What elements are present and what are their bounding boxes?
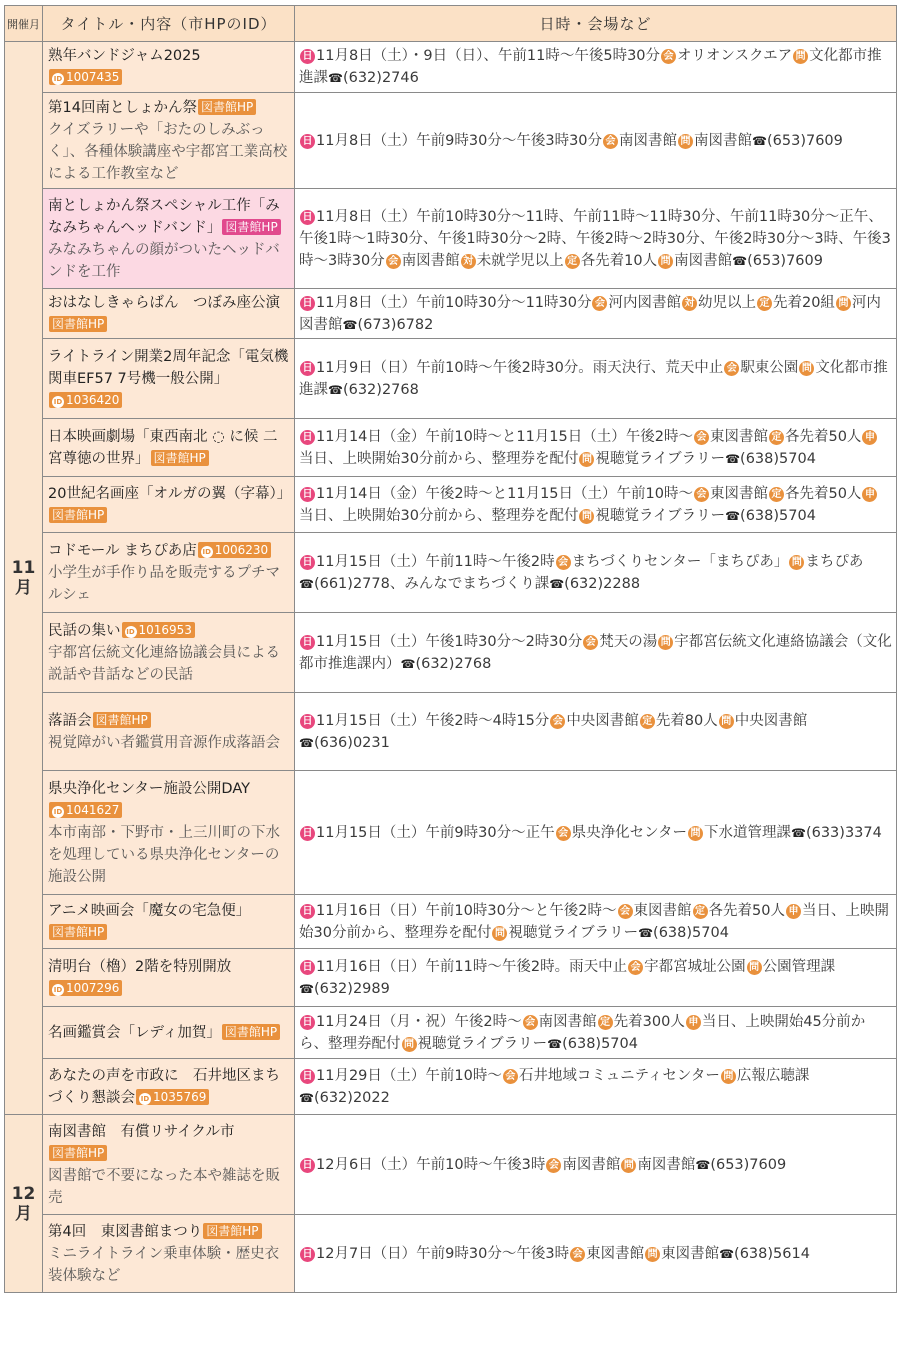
event-title: 20世紀名画座「オルガの翼（字幕）」 (48, 485, 292, 502)
library-hp-badge[interactable]: 図書館HP (222, 219, 280, 235)
venue-icon: 会 (592, 296, 607, 311)
event-details: 日 12月6日（土）午前10時～午後3時 会 南図書館 問 南図書館☎(653)7609 (295, 1115, 897, 1215)
library-hp-badge[interactable]: 図書館HP (49, 507, 107, 523)
library-hp-badge[interactable]: 図書館HP (49, 316, 107, 332)
apply-icon: 申 (862, 487, 877, 502)
event-description: 図書館で不要になった本や雑誌を販売 (48, 1167, 280, 1206)
event-details: 日 11月24日（月・祝）午後2時～ 会 南図書館 定 先着300人 申 当日、上映開始45分前から、整理券配付 問 視聴覚ライブラリー☎(638)5704 (295, 1007, 897, 1059)
apply-icon: 申 (686, 1015, 701, 1030)
contact-icon: 問 (747, 960, 762, 975)
date-icon: 日 (300, 296, 315, 311)
venue-icon: 会 (603, 134, 618, 149)
table-row (5, 93, 897, 189)
table-row (5, 289, 897, 339)
table-row (5, 477, 897, 533)
date-icon: 日 (300, 904, 315, 919)
table-row (5, 339, 897, 419)
event-title: 南図書館 有償リサイクル市 (48, 1123, 235, 1140)
venue-icon: 会 (386, 254, 401, 269)
event-details: 日 11月9日（日）午前10時～午後2時30分。雨天決行、荒天中止 会 駅東公園 問 文化都市推進課☎(632)2768 (295, 339, 897, 419)
capacity-icon: 定 (769, 430, 784, 445)
id-icon: ID (53, 397, 63, 406)
phone-icon: ☎ (547, 1036, 563, 1051)
table-row (5, 1215, 897, 1293)
id-icon: ID (202, 547, 211, 556)
date-icon: 日 (300, 430, 315, 445)
id-badge[interactable]: ID 1007435 (49, 69, 122, 85)
phone-icon: ☎ (299, 1090, 314, 1105)
venue-icon: 会 (661, 49, 676, 64)
table-row (5, 42, 897, 93)
event-details: 日 11月15日（土）午前9時30分～正午 会 県央浄化センター 問 下水道管理課☎(633)3374 (295, 771, 897, 895)
contact-icon: 問 (688, 826, 703, 841)
phone-icon: ☎ (725, 451, 741, 466)
event-title: おはなしきゃらばん つぼみ座公演 (48, 294, 280, 311)
date-icon: 日 (300, 1069, 315, 1084)
contact-icon: 問 (789, 555, 804, 570)
id-badge[interactable]: ID 1006230 (198, 542, 271, 558)
date-icon: 日 (300, 361, 315, 376)
table-row (5, 949, 897, 1007)
event-details: 日 11月8日（土）午前9時30分～午後3時30分 会 南図書館 問 南図書館☎(653)7609 (295, 93, 897, 189)
event-details: 日 11月8日（土）午前10時30分～11時30分 会 河内図書館 対 幼児以上 定 先着20組 問 河内図書館☎(673)6782 (295, 289, 897, 339)
table-row (5, 1007, 897, 1059)
date-icon: 日 (300, 714, 315, 729)
table-row (5, 1059, 897, 1115)
phone-icon: ☎ (328, 71, 343, 85)
header-month: 開催月 (5, 6, 43, 42)
event-title: ライトライン開業2周年記念「電気機関車EF57 7号機一般公開」 (48, 348, 289, 387)
venue-icon: 会 (694, 430, 709, 445)
id-badge[interactable]: ID 1036420 (49, 392, 122, 408)
date-icon: 日 (300, 49, 315, 64)
library-hp-badge[interactable]: 図書館HP (198, 99, 256, 115)
capacity-icon: 定 (598, 1015, 613, 1030)
table-row (5, 613, 897, 693)
header-title: タイトル・内容（市HPのID） (43, 6, 295, 42)
date-icon: 日 (300, 826, 315, 841)
event-details: 日 11月15日（土）午後2時～4時15分 会 中央図書館 定 先着80人 問 中央図書館☎(636)0231 (295, 693, 897, 771)
event-description: みなみちゃんの顔がついたヘッドバンドを工作 (48, 241, 280, 280)
id-badge[interactable]: ID 1041627 (49, 802, 122, 818)
phone-icon: ☎ (299, 735, 314, 750)
venue-icon: 会 (550, 714, 565, 729)
phone-icon: ☎ (638, 925, 654, 940)
event-details: 日 11月16日（日）午前11時～午後2時。雨天中止 会 宇都宮城址公園 問 公園管理課☎(632)2989 (295, 949, 897, 1007)
event-title: アニメ映画会「魔女の宅急便」 (48, 902, 251, 919)
library-hp-badge[interactable]: 図書館HP (49, 1145, 107, 1161)
library-hp-badge[interactable]: 図書館HP (222, 1024, 280, 1040)
event-description: 視覚障がい者鑑賞用音源作成落語会 (48, 734, 280, 751)
table-row (5, 1115, 897, 1215)
venue-icon: 会 (503, 1069, 518, 1084)
event-title: 県央浄化センター施設公開DAY (48, 780, 250, 797)
contact-icon: 問 (492, 926, 507, 941)
target-icon: 対 (682, 296, 697, 311)
contact-icon: 問 (678, 134, 693, 149)
month-cell-nov: 11月 (5, 42, 43, 1115)
contact-icon: 問 (799, 361, 814, 376)
header-details: 日時・会場など (295, 6, 897, 42)
id-icon: ID (53, 75, 63, 83)
table-row (5, 533, 897, 613)
event-details: 日 11月15日（土）午後1時30分～2時30分 会 梵天の湯 問 宇都宮伝統文化連絡協議会（文化都市推進課内）☎(632)2768 (295, 613, 897, 693)
events-table (4, 5, 897, 1293)
date-icon: 日 (300, 635, 315, 650)
date-icon: 日 (300, 960, 315, 975)
venue-icon: 会 (556, 826, 571, 841)
event-description: 本市南部・下野市・上三川町の下水を処理している県央浄化センターの施設公開 (48, 824, 280, 885)
date-icon: 日 (300, 487, 315, 502)
capacity-icon: 定 (640, 714, 655, 729)
capacity-icon: 定 (757, 296, 772, 311)
month-cell-dec: 12月 (5, 1115, 43, 1293)
capacity-icon: 定 (693, 904, 708, 919)
phone-icon: ☎ (695, 1157, 711, 1172)
venue-icon: 会 (583, 635, 598, 650)
event-details: 日 12月7日（日）午前9時30分～午後3時 会 東図書館 問 東図書館☎(638)5614 (295, 1215, 897, 1293)
contact-icon: 問 (836, 296, 851, 311)
event-title: 落語会 (48, 712, 92, 729)
id-badge[interactable]: ID 1007296 (49, 980, 122, 996)
date-icon: 日 (300, 555, 315, 570)
id-icon: ID (53, 807, 63, 816)
contact-icon: 問 (645, 1247, 660, 1262)
phone-icon: ☎ (732, 253, 748, 268)
phone-icon: ☎ (549, 576, 565, 591)
phone-icon: ☎ (299, 981, 314, 996)
contact-icon: 問 (579, 452, 594, 467)
phone-icon: ☎ (328, 382, 343, 397)
phone-icon: ☎ (719, 1246, 735, 1261)
phone-icon: ☎ (791, 825, 806, 840)
event-title: 日本映画劇場「東西南北 ◌ に候 二宮尊徳の世界」 (48, 428, 278, 467)
event-description: 小学生が手作り品を販売するプチマルシェ (48, 564, 280, 603)
phone-icon: ☎ (725, 508, 741, 523)
contact-icon: 問 (658, 635, 673, 650)
event-title: 第4回 東図書館まつり (48, 1223, 203, 1240)
table-row (5, 895, 897, 949)
event-title: 名画鑑賞会「レディ加賀」 (48, 1024, 221, 1041)
venue-icon: 会 (523, 1015, 538, 1030)
table-row (5, 419, 897, 477)
event-title: 第14回南としょかん祭 (48, 99, 197, 116)
phone-icon: ☎ (400, 656, 416, 671)
id-icon: ID (126, 627, 135, 636)
target-icon: 対 (461, 254, 476, 269)
table-row (5, 771, 897, 895)
date-icon: 日 (300, 134, 315, 149)
contact-icon: 問 (621, 1158, 636, 1173)
phone-icon: ☎ (752, 133, 767, 148)
event-description: 宇都宮伝統文化連絡協議会員による説話や昔話などの民話 (48, 644, 280, 683)
event-details: 日 11月16日（日）午前10時30分～と午後2時～ 会 東図書館 定 各先着50人 申 当日、上映開始30分前から、整理券を配付 問 視聴覚ライブラリー☎(638)5704 (295, 895, 897, 949)
id-badge[interactable]: ID 1016953 (122, 622, 195, 638)
contact-icon: 問 (719, 714, 734, 729)
event-details: 日 11月15日（土）午前11時～午後2時 会 まちづくりセンター「まちぴあ」 問 まちぴあ☎(661)2778、みんなでまちづくり課☎(632)2288 (295, 533, 897, 613)
event-title: 清明台（櫓）2階を特別開放 (48, 958, 232, 975)
id-icon: ID (140, 1094, 150, 1103)
venue-icon: 会 (694, 487, 709, 502)
apply-icon: 申 (786, 904, 801, 919)
event-details: 日 11月8日（土）午前10時30分～11時、午前11時～11時30分、午前11時30分～正午、午後1時～1時30分、午後1時30分～2時、午後2時～2時30分、午後2時30分～3時、午後3時～3時30分 会 南図書館 対 未就学児以上 定 各先着10人 問 南図書館☎(653)7609 (295, 189, 897, 289)
capacity-icon: 定 (769, 487, 784, 502)
contact-icon: 問 (402, 1037, 417, 1052)
contact-icon: 問 (793, 49, 808, 64)
library-hp-badge[interactable]: 図書館HP (49, 924, 107, 940)
table-header-row (5, 6, 897, 42)
venue-icon: 会 (618, 904, 633, 919)
library-hp-badge[interactable]: 図書館HP (203, 1223, 261, 1239)
date-icon: 日 (300, 1158, 315, 1173)
event-details: 日 11月14日（金）午前10時～と11月15日（土）午後2時～ 会 東図書館 定 各先着50人 申当日、上映開始30分前から、整理券を配付 問 視聴覚ライブラリー☎(638)5704 (295, 419, 897, 477)
event-title: 熟年バンドジャム2025 (48, 48, 201, 64)
contact-icon: 問 (658, 254, 673, 269)
phone-icon: ☎ (342, 317, 358, 332)
event-title: コドモール まちぴあ店 (48, 542, 197, 559)
apply-icon: 申 (862, 430, 877, 445)
venue-icon: 会 (724, 361, 739, 376)
contact-icon: 問 (721, 1069, 736, 1084)
date-icon: 日 (300, 1247, 315, 1262)
library-hp-badge[interactable]: 図書館HP (93, 712, 151, 728)
venue-icon: 会 (556, 555, 571, 570)
id-badge[interactable]: ID 1035769 (136, 1089, 209, 1105)
table-row (5, 189, 897, 289)
library-hp-badge[interactable]: 図書館HP (151, 450, 209, 466)
capacity-icon: 定 (565, 254, 580, 269)
venue-icon: 会 (628, 960, 643, 975)
contact-icon: 問 (579, 509, 594, 524)
event-details: 日 11月29日（土）午前10時～ 会 石井地域コミュニティセンター 問 広報広聴課☎(632)2022 (295, 1059, 897, 1115)
event-description: クイズラリーや「おたのしみぶっく」、各種体験講座や宇都宮工業高校による工作教室など (48, 121, 288, 182)
event-details: 日 11月8日（土）・9日（日）、午前11時～午後5時30分 会 オリオンスクエア 問 文化都市推進課☎(632)2746 (295, 42, 897, 93)
event-title: あなたの声を市政に 石井地区まちづくり懇談会 (48, 1067, 280, 1106)
event-title: 南としょかん祭スペシャル工作「みなみちゃんヘッドバンド」 (48, 197, 280, 236)
date-icon: 日 (300, 210, 315, 225)
id-icon: ID (53, 985, 63, 994)
venue-icon: 会 (570, 1247, 585, 1262)
event-title: 民話の集い (48, 622, 121, 639)
date-icon: 日 (300, 1015, 315, 1030)
venue-icon: 会 (546, 1158, 561, 1173)
table-row (5, 693, 897, 771)
event-description: ミニライトライン乗車体験・歴史衣装体験など (48, 1245, 280, 1284)
event-details: 日 11月14日（金）午後2時～と11月15日（土）午前10時～ 会 東図書館 定 各先着50人 申当日、上映開始30分前から、整理券を配付 問 視聴覚ライブラリー☎(638)5704 (295, 477, 897, 533)
phone-icon: ☎ (299, 576, 314, 591)
